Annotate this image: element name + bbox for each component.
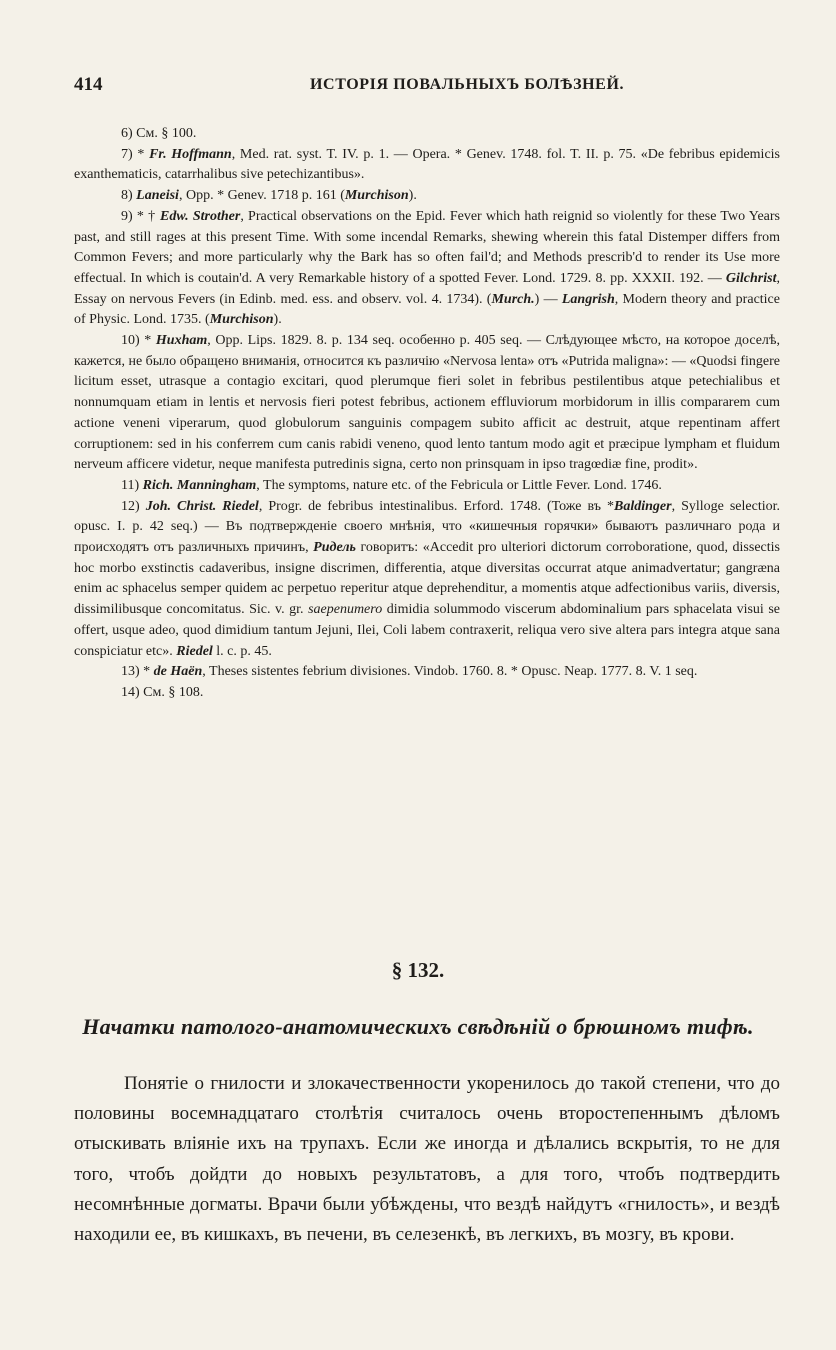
footnote-number: 8) [121, 188, 133, 204]
section-title: Начатки патолого-анатомическихъ свѣдѣній о брюшномъ тифѣ. [82, 1014, 754, 1039]
footnote-text: * † [132, 208, 160, 224]
footnote-text: говоритъ: «Accedit pro ulteriori dictorum corroboratione, quod, dissectis hoc morbo exstinctis cadaveribus, insigne discrimen, differentia, atque diversitas occurrat atque animadvertatur; gangræna enim ac sphacelus semper quidem ac perpetuo reperitur atque deprehenditur, a momentis atque adfectionibus variis, diversis, dissimilibusque concomitatus. Sic. v. gr. [74, 540, 780, 618]
footnote-number: 13) [121, 664, 140, 680]
footnote [74, 124, 780, 145]
author-name: Langrish [561, 291, 615, 307]
author-name: Fr. Hoffmann [149, 146, 232, 162]
footnote-number: 7) [121, 146, 133, 162]
footnote-text: , The symptoms, nature etc. of the Febricula or Little Fever. Lond. 1746. [256, 477, 662, 493]
author-name: Huxham [155, 333, 208, 349]
footnotes [74, 124, 780, 704]
footnote-text: , Practical observations on the Epid. Fever which hath reignid so violently for these Two Years past, and still rages at this present Time. With some incendal Remarks, shewing wherein this fatal Distemper differs from Common Fevers; and more particularly why the Bark has so often fail'd; and Methods prescrib'd to render its Use more effectual. In which is coutain'd. A very Remarkable history of a spotted Fever. Lond. 1729. 8. pp. XXXII. 192. — [74, 208, 780, 286]
author-name: Murchison [344, 188, 409, 204]
footnote-text: , Opp. Lips. 1829. 8. p. 134 seq. особенно р. 405 seq. — Слѣдующее мѣсто, на которое доселѣ, кажется, не было обращено вниманія, относится къ различію «Nervosa lenta» отъ «Putrida maligna»: — «Quodsi fingere licitum esset, utrasque a contagio excitari, quod plerumque fieri solet in febribus pestilentibus atque petechialibus et nonnumquam etiam in lentis et nervosis fieri potest febribus, actionem effluviorum morbidorum in illis compararem cum actione veneni viperarum, quod globulorum sanguinis compagem subito afficit ac destruit, atque repentinam affert corruptionem: sed in his conferrem cum canis rabidi veneno, quod lento tantum modo agit et præcipue lympham et fluidum nerveum afficere videtur, neque manifesta putredinis signa, certo non prinsquam in ipso tragœdiæ fine, prodit». [74, 333, 781, 473]
footnote [74, 662, 780, 683]
footnote-text: l. c. p. 45. [212, 643, 272, 659]
footnote-number: 14) [121, 684, 140, 700]
footnote-text: См. § 108. [139, 684, 204, 700]
footnote-text: , Opp. * Genev. 1718 p. 161 ( [178, 188, 345, 204]
author-name: Gilchrist [725, 270, 777, 286]
footnote [74, 186, 780, 207]
footnote-text: , Theses sistentes febrium divisiones. Vindob. 1760. 8. * Opusc. Neap. 1777. 8. V. 1 seq. [202, 664, 698, 680]
footnote [74, 145, 780, 186]
footnote-text: ) — [534, 291, 562, 307]
author-name: Riedel [176, 643, 213, 659]
footnote-text: , Sylloge selectior. opusc. I. p. 42 seq.) — Въ подтвержденіе своего мнѣнія, что «кишечныя горячки» бываютъ различнаго рода и происходятъ отъ различныхъ причинъ, [74, 498, 780, 556]
author-name: Edw. Strother [160, 208, 241, 224]
author-name: Murch. [491, 291, 535, 307]
footnote-text: См. § 100. [132, 126, 197, 141]
footnote-text: , Med. rat. syst. T. IV. p. 1. — Opera. * Genev. 1748. fol. T. II. p. 75. «De febribus epidemicis exanthematicis, catarrhalibus sive petechizantibus». [74, 146, 780, 183]
footnote [74, 476, 780, 497]
body-paragraph: Понятіе о гнилости и злокачественности укоренилось до такой степени, что до половины восемнадцатаго столѣтія считалось очень второстепеннымъ дѣломъ отыскивать вліяніе ихъ на трупахъ. Если же иногда и дѣлались вскрытія, то не для того, чтобъ дойдти до новыхъ результатовъ, а для того, чтобъ подтвердить несомнѣнные догматы. Врачи были убѣждены, что вездѣ найдутъ «гнилость», и вездѣ находили ее, въ кишкахъ, въ печени, въ селезенкѣ, въ легкихъ, въ мозгу, въ крови. [74, 1073, 780, 1246]
author-name: Laneisi [136, 188, 179, 204]
section-number: § 132. [391, 958, 445, 982]
footnote-number: 11) [121, 477, 140, 493]
author-name: Rich. Manningham [142, 477, 257, 493]
body-text [74, 1069, 780, 1250]
footnote [74, 497, 780, 663]
author-name: saepenumero [308, 602, 383, 618]
footnote [74, 683, 780, 704]
page-number: 414 [74, 74, 103, 95]
author-name: Murchison [209, 312, 274, 328]
footnote-text: * [139, 664, 154, 680]
footnote-text: , Essay on nervous Fevers (in Edinb. med. ess. and observ. vol. 4. 1734). ( [74, 270, 780, 307]
footnote-text: , Modern theory and practice of Physic. Lond. 1735. ( [74, 291, 780, 328]
author-name: Joh. Christ. Riedel [145, 498, 259, 514]
author-name: de Haën [153, 664, 203, 680]
footnote [74, 207, 780, 331]
footnote-text: ). [408, 188, 417, 204]
author-name: Baldinger [613, 498, 672, 514]
footnote-number: 10) [121, 333, 140, 349]
footnote-text: ). [273, 312, 282, 328]
footnote-text: * [139, 333, 156, 349]
footnote-text: dimidia solummodo viscerum abdominalium pars sphacelata visui se offert, usque adeo, quod dimidium tantum Jejuni, Ilei, Coli labem contraxerit, reliqua vero sive altera pars integra atque sana conspiciatur etc». [74, 602, 781, 659]
author-name: Ридель [313, 540, 356, 556]
footnote-text: , Progr. de febribus intestinalibus. Erford. 1748. (Тоже въ * [258, 498, 614, 514]
footnote-text: * [132, 146, 150, 162]
footnote-number: 6) [121, 126, 133, 141]
page-header [74, 74, 774, 100]
running-title: ИСТОРІЯ ПОВАЛЬНЫХЪ БОЛѢЗНЕЙ. [310, 76, 625, 93]
footnote-number: 12) [121, 498, 140, 514]
footnote [74, 331, 780, 476]
footnote-number: 9) [121, 208, 133, 224]
